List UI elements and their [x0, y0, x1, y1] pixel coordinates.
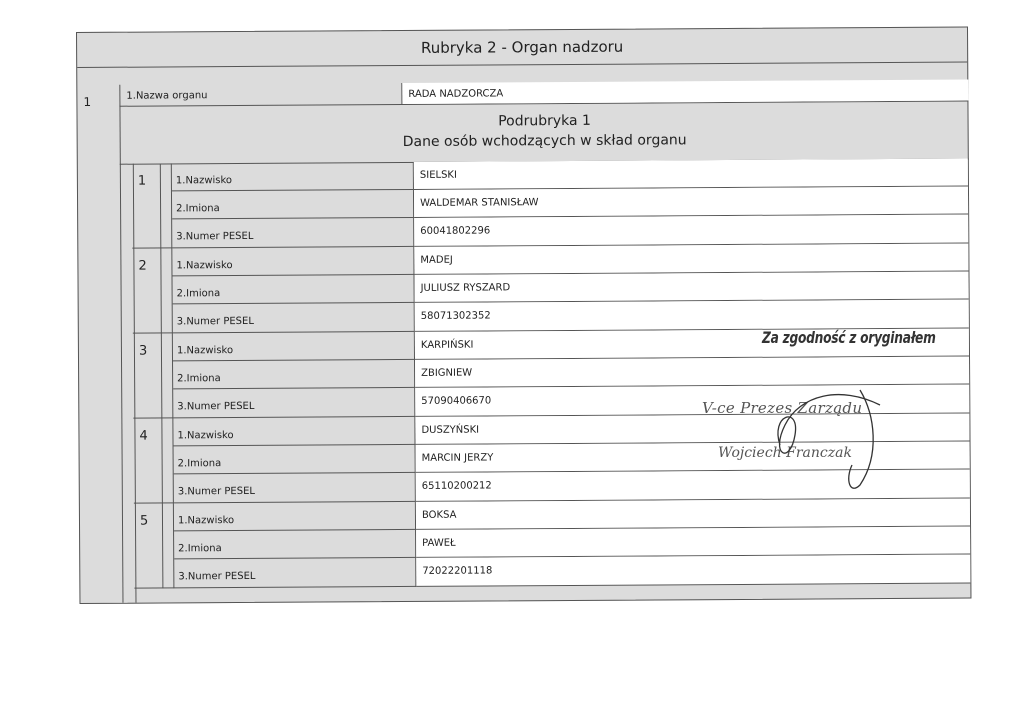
names-value: JULIUSZ RYSZARD [414, 272, 968, 303]
pesel-label: 3.Numer PESEL [173, 303, 415, 333]
person-number: 2 [132, 248, 173, 333]
names-value: PAWEŁ [416, 527, 970, 558]
pesel-value: 57090406670 [415, 385, 969, 417]
surname-value: MADEJ [414, 244, 968, 275]
pesel-value: 60041802296 [414, 215, 968, 247]
surname-label: 1.Nazwisko [172, 162, 414, 191]
subsection-header [119, 101, 968, 165]
surname-value: SIELSKI [414, 159, 968, 190]
surname-value: BOKSA [416, 499, 970, 530]
names-value: ZBIGNIEW [415, 357, 969, 388]
names-value: WALDEMAR STANISŁAW [414, 187, 968, 218]
names-label: 2.Imiona [172, 275, 414, 304]
section-number: 1 [83, 94, 92, 109]
names-label: 2.Imiona [174, 530, 416, 559]
pesel-label: 3.Numer PESEL [172, 218, 414, 248]
pesel-label: 3.Numer PESEL [174, 558, 416, 588]
organ-name-label: 1.Nazwa organu [120, 83, 402, 106]
organ-name-value: RADA NADZORCZA [402, 80, 968, 104]
surname-label: 1.Nazwisko [174, 502, 416, 531]
pesel-label: 3.Numer PESEL [173, 388, 415, 418]
subsection-subtitle: Dane osób wchodzących w skład organu [402, 132, 687, 151]
person-number: 3 [133, 333, 174, 418]
handwritten-signature [740, 385, 890, 495]
surname-value: DUSZYŃSKI [415, 414, 969, 445]
names-label: 2.Imiona [173, 360, 415, 389]
person-strip [160, 163, 173, 248]
person-strip [161, 333, 174, 418]
surname-label: 1.Nazwisko [173, 332, 415, 361]
person-strip [160, 248, 173, 333]
pesel-value: 58071302352 [415, 300, 969, 332]
surname-label: 1.Nazwisko [172, 247, 414, 276]
pesel-label: 3.Numer PESEL [174, 473, 416, 503]
person-block [132, 244, 969, 334]
names-label: 2.Imiona [174, 445, 416, 474]
pesel-value: 65110200212 [416, 470, 970, 502]
pesel-row [174, 555, 970, 589]
position-stamp: V-ce Prezes Zarządu [702, 399, 863, 417]
subsection-title: Podrubryka 1 [498, 112, 591, 130]
surname-label: 1.Nazwisko [173, 417, 415, 446]
certification-stamp: Za zgodność z oryginałem [762, 328, 936, 347]
section-title: Rubryka 2 - Organ nadzoru [77, 28, 967, 68]
person-number: 5 [134, 503, 175, 588]
person-block [132, 159, 969, 249]
person-strip [162, 503, 175, 588]
registry-sheet [76, 27, 971, 604]
names-value: MARCIN JERZY [416, 442, 970, 473]
surname-value: KARPIŃSKI [415, 329, 969, 360]
name-stamp: Wojciech Franczak [718, 445, 852, 461]
person-number: 1 [132, 163, 173, 248]
person-strip [161, 418, 174, 503]
names-label: 2.Imiona [172, 190, 414, 219]
person-block [134, 499, 971, 589]
person-number: 4 [133, 418, 174, 503]
pesel-value: 72022201118 [416, 555, 970, 587]
